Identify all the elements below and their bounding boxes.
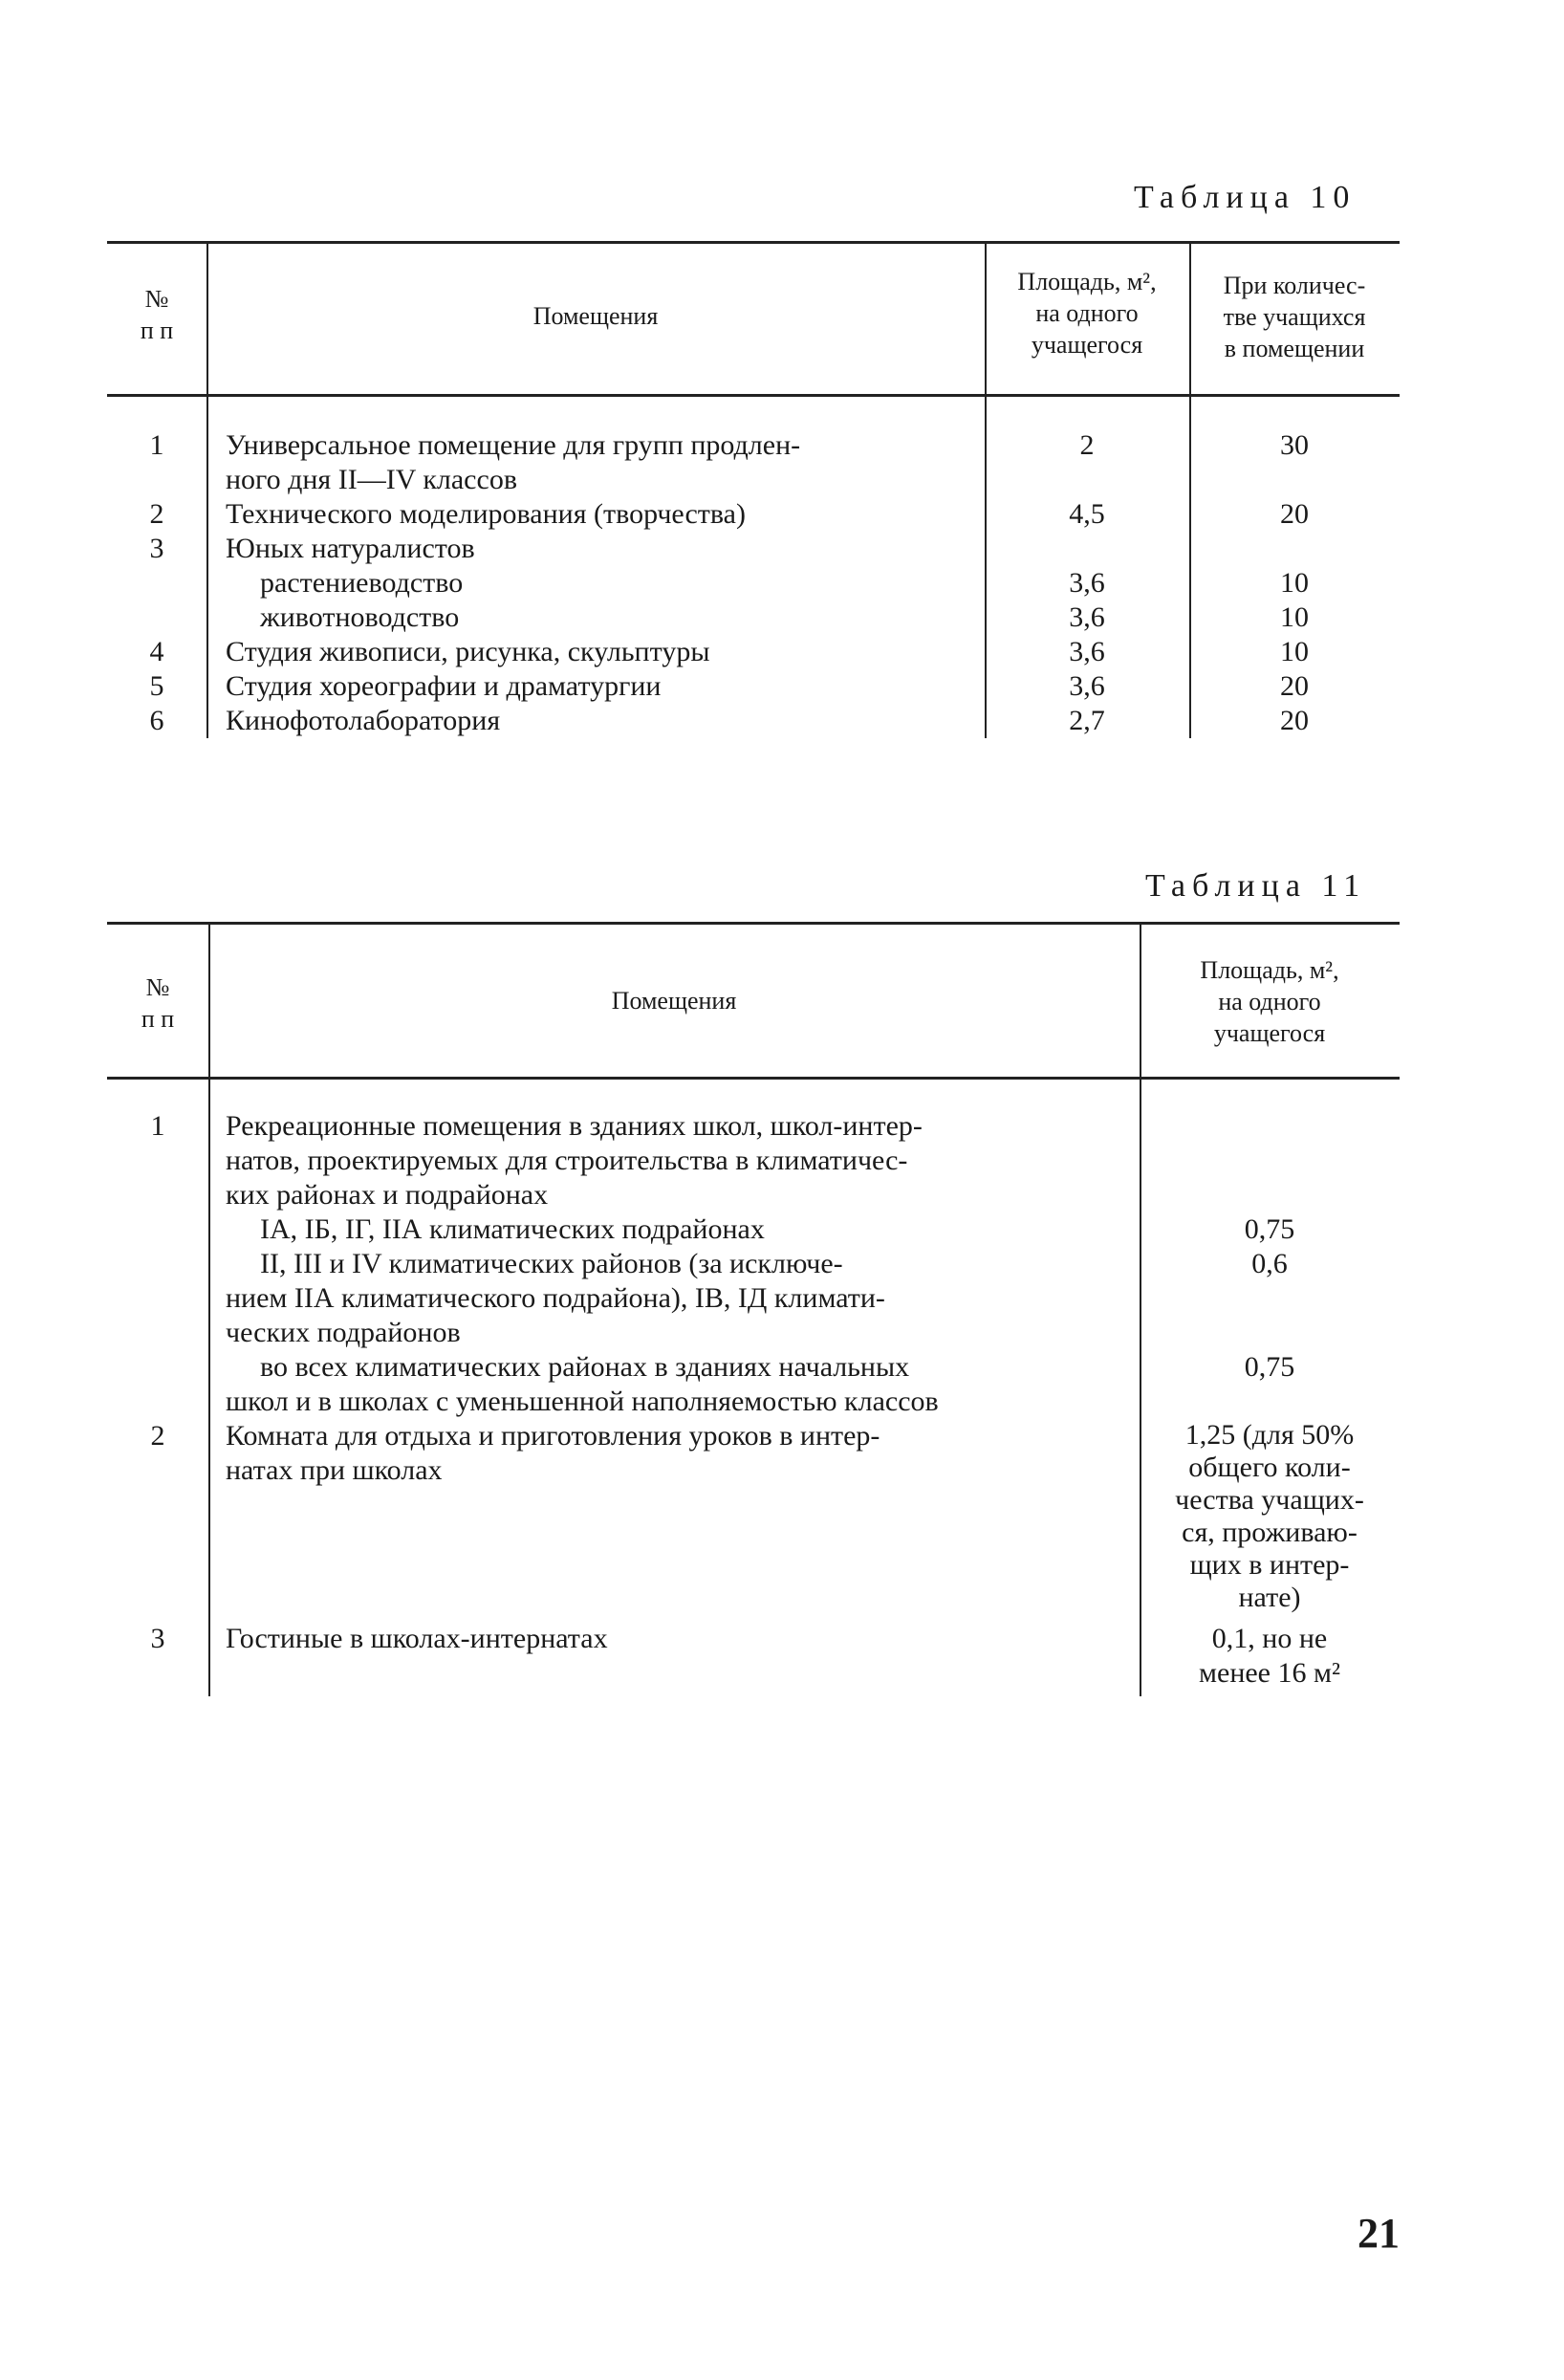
table11-row2-area: 1,25 (для 50% общего коли- чества учащих- ся, проживаю- щих в интер- нате)	[1175, 1419, 1364, 1613]
table10-row3b-text: животноводство	[260, 601, 460, 633]
table11-header-room: Помещения	[611, 987, 737, 1015]
table10-row5-area: 3,6	[1069, 670, 1105, 702]
table10-header-no: № п п	[140, 285, 174, 344]
table11	[107, 922, 1400, 1696]
table11-header-no: № п п	[141, 973, 175, 1033]
table10-row6-no: 6	[149, 705, 164, 736]
table11-row3-text: Гостиные в школах-интернатах	[226, 1623, 608, 1654]
table10-row3-no: 3	[149, 533, 164, 564]
table10-row4-no: 4	[149, 636, 164, 667]
table11-row3-no: 3	[150, 1623, 165, 1654]
table10-header-rule	[107, 394, 1400, 397]
table11-row1-sub2-area: 0,6	[1251, 1248, 1288, 1279]
table11-row1-text: Рекреационные помещения в зданиях школ, школ-интер- натов, проектируемых для строительства в климатичес- ких районах и подрайонах	[226, 1110, 923, 1211]
table11-top-rule	[107, 922, 1400, 925]
table11-caption: Таблица 11	[1145, 868, 1367, 904]
table10-header-room: Помещения	[532, 302, 659, 330]
table10-top-rule	[107, 241, 1400, 244]
table10-row3a-area: 3,6	[1069, 567, 1105, 599]
table11-row1-sub1: IА, IБ, IГ, IIА климатических подрайонах	[260, 1213, 765, 1245]
table11-header-rule	[107, 1077, 1400, 1080]
table11-header-area: Площадь, м², на одного учащегося	[1200, 956, 1339, 1047]
table10-row6-text: Кинофотолаборатория	[226, 705, 501, 736]
table10-header-count: При количес- тве учащихся в помещении	[1223, 272, 1366, 362]
table10-row5-count: 20	[1280, 670, 1309, 702]
table11-row1-sub3-area: 0,75	[1244, 1351, 1295, 1383]
table10-row1-count: 30	[1280, 429, 1309, 461]
table10-row2-count: 20	[1280, 498, 1309, 530]
table11-row2-text: Комната для отдыха и приготовления уроков в интер- натах при школах	[226, 1420, 880, 1486]
table10-header-area: Площадь, м², на одного учащегося	[1017, 268, 1157, 359]
table10-row1-no: 1	[149, 429, 164, 461]
table10-row3b-area: 3,6	[1069, 601, 1105, 633]
table11-row3-area: 0,1, но не менее 16 м²	[1199, 1623, 1340, 1689]
table10-row4-text: Студия живописи, рисунка, скульптуры	[226, 636, 710, 667]
table10-row1-text: Универсальное помещение для групп продлен- ного дня II—IV классов	[226, 429, 801, 495]
table10-row3b-count: 10	[1280, 601, 1309, 633]
table11-row1-sub3: во всех климатических районах в зданиях начальных школ и в школах с уменьшенной наполняемостью классов	[226, 1351, 939, 1417]
table10-row6-count: 20	[1280, 705, 1309, 736]
table10-row2-text: Технического моделирования (творчества)	[226, 498, 746, 530]
table10-row2-no: 2	[149, 498, 164, 530]
table10-row5-text: Студия хореографии и драматургии	[226, 670, 662, 702]
table11-row2-no: 2	[150, 1420, 165, 1452]
table11-col-divider-1	[208, 922, 210, 1696]
table10-caption: Таблица 10	[1134, 180, 1357, 215]
table10-row4-count: 10	[1280, 636, 1309, 667]
table10-row4-area: 3,6	[1069, 636, 1105, 667]
table11-row1-sub1-area: 0,75	[1244, 1213, 1295, 1245]
table10-row6-area: 2,7	[1069, 705, 1105, 736]
table10	[107, 241, 1400, 738]
table11-row1-sub2: II, III и IV климатических районов (за исключе- нием IIА климатического подрайона), IВ, IД климати- ческих подрайонов	[226, 1248, 885, 1348]
table10-row3-text: Юных натуралистов	[226, 533, 475, 564]
table10-row3a-text: растениеводство	[260, 567, 464, 599]
table10-row1-area: 2	[1079, 429, 1095, 461]
table10-row5-no: 5	[149, 670, 164, 702]
table11-row1-no: 1	[150, 1110, 165, 1142]
page-number: 21	[1358, 2210, 1400, 2257]
table10-row2-area: 4,5	[1069, 498, 1105, 530]
table10-row3a-count: 10	[1280, 567, 1309, 599]
